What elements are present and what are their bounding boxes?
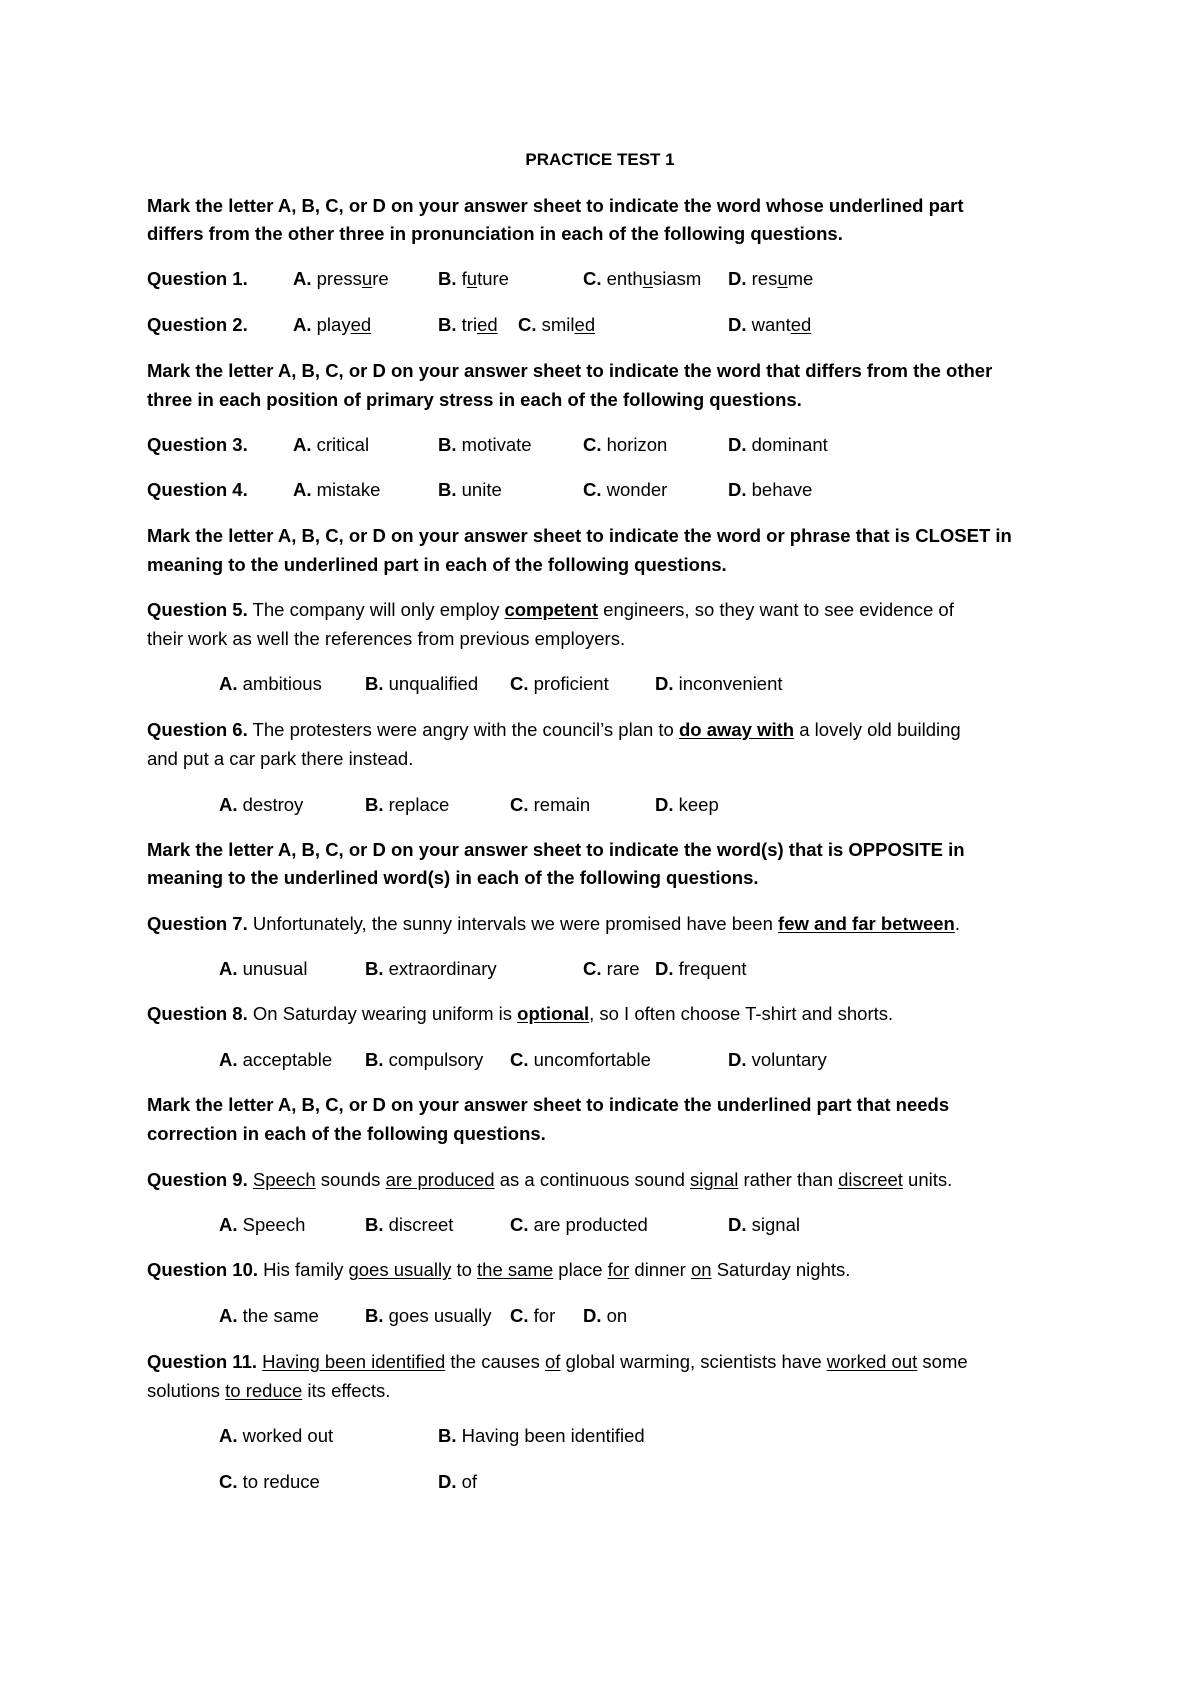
option-d: D. keep — [655, 794, 719, 815]
option-b: B. extraordinary — [365, 958, 497, 979]
instruction-2-line-2: three in each position of primary stress in each of the following questions. — [147, 389, 802, 410]
option-d: D. dominant — [728, 434, 828, 455]
instruction-2-line-1: Mark the letter A, B, C, or D on your answer sheet to indicate the word that differs from the other — [147, 360, 993, 381]
option-b: B. motivate — [438, 434, 532, 455]
question-9-stem: Question 9. Speech sounds are produced as a continuous sound signal rather than discreet units. — [147, 1169, 953, 1190]
instruction-4-line-2: meaning to the underlined word(s) in each of the following questions. — [147, 867, 759, 888]
option-a: A. Speech — [219, 1214, 306, 1235]
question-7-stem: Question 7. Unfortunately, the sunny intervals we were promised have been few and far between. — [147, 913, 960, 934]
question-label: Question 2. — [147, 314, 248, 335]
option-b: B. unqualified — [365, 673, 479, 694]
option-a: A. mistake — [293, 479, 381, 500]
question-label: Question 3. — [147, 434, 248, 455]
question-5-stem-line-2: their work as well the references from previous employers. — [147, 628, 626, 649]
option-a: A. unusual — [219, 958, 308, 979]
option-a: A. ambitious — [219, 673, 322, 694]
option-d: D. signal — [728, 1214, 800, 1235]
option-b: B. compulsory — [365, 1049, 484, 1070]
question-6-stem: Question 6. The protesters were angry with the council’s plan to do away with a lovely old building — [147, 719, 961, 740]
option-c: C. proficient — [510, 673, 609, 694]
option-c: C. are producted — [510, 1214, 648, 1235]
option-b: B. tried — [438, 314, 498, 335]
option-d: D. behave — [728, 479, 813, 500]
option-a: A. critical — [293, 434, 370, 455]
question-11-stem-line-2: solutions to reduce its effects. — [147, 1380, 391, 1401]
option-c: C. to reduce — [219, 1471, 320, 1492]
page-title: PRACTICE TEST 1 — [525, 150, 675, 169]
option-c: C. remain — [510, 794, 591, 815]
instruction-1-line-2: differs from the other three in pronunciation in each of the following questions. — [147, 223, 843, 244]
option-d: D. resume — [728, 268, 814, 289]
question-10-stem: Question 10. His family goes usually to the same place for dinner on Saturday nights. — [147, 1259, 851, 1280]
option-b: B. discreet — [365, 1214, 454, 1235]
option-c: C. smiled — [518, 314, 596, 335]
option-a: A. pressure — [293, 268, 389, 289]
option-d: D. inconvenient — [655, 673, 783, 694]
option-a: A. the same — [219, 1305, 319, 1326]
option-d: D. of — [438, 1471, 478, 1492]
instruction-5-line-2: correction in each of the following questions. — [147, 1123, 546, 1144]
option-b: B. Having been identified — [438, 1425, 645, 1446]
option-c: C. enthusiasm — [583, 268, 702, 289]
option-c: C. uncomfortable — [510, 1049, 651, 1070]
instruction-1-line-1: Mark the letter A, B, C, or D on your answer sheet to indicate the word whose underlined part — [147, 195, 964, 216]
question-label: Question 1. — [147, 268, 248, 289]
option-a: A. acceptable — [219, 1049, 333, 1070]
instruction-3-line-2: meaning to the underlined part in each of the following questions. — [147, 554, 727, 575]
option-c: C. horizon — [583, 434, 668, 455]
question-5-stem: Question 5. The company will only employ competent engineers, so they want to see evidence of — [147, 599, 954, 620]
instruction-4-line-1: Mark the letter A, B, C, or D on your answer sheet to indicate the word(s) that is OPPOSITE in — [147, 839, 965, 860]
question-8-stem: Question 8. On Saturday wearing uniform is optional, so I often choose T-shirt and shorts. — [147, 1003, 894, 1024]
option-d: D. on — [583, 1305, 628, 1326]
option-c: C. wonder — [583, 479, 668, 500]
option-a: A. worked out — [219, 1425, 334, 1446]
option-d: D. wanted — [728, 314, 812, 335]
option-c: C. rare — [583, 958, 640, 979]
option-b: B. unite — [438, 479, 502, 500]
option-a: A. destroy — [219, 794, 304, 815]
option-c: C. for — [510, 1305, 556, 1326]
option-a: A. played — [293, 314, 372, 335]
question-6-stem-line-2: and put a car park there instead. — [147, 748, 414, 769]
option-d: D. voluntary — [728, 1049, 827, 1070]
question-11-stem: Question 11. Having been identified the causes of global warming, scientists have worked out some — [147, 1351, 968, 1372]
instruction-5-line-1: Mark the letter A, B, C, or D on your answer sheet to indicate the underlined part that needs — [147, 1094, 950, 1115]
option-b: B. replace — [365, 794, 450, 815]
option-d: D. frequent — [655, 958, 747, 979]
option-b: B. future — [438, 268, 509, 289]
option-b: B. goes usually — [365, 1305, 492, 1326]
question-label: Question 4. — [147, 479, 248, 500]
instruction-3-line-1: Mark the letter A, B, C, or D on your answer sheet to indicate the word or phrase that is CLOSET in — [147, 525, 1012, 546]
